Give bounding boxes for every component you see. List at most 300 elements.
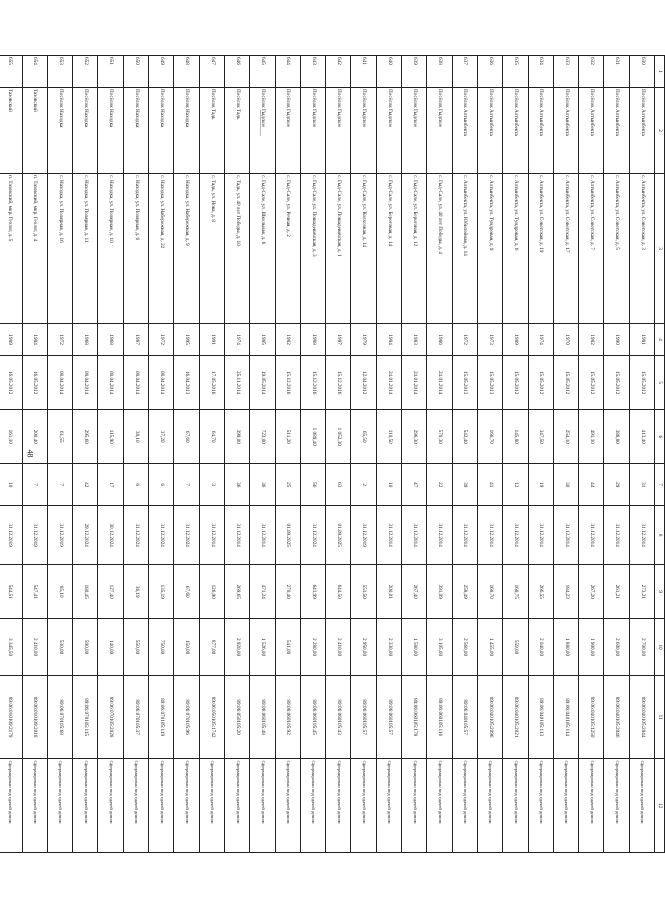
table-cell: 636	[477, 56, 502, 88]
table-cell: с. Алтынбекта, ул. Советская, д. 5	[604, 174, 629, 324]
table-cell: 1972	[452, 324, 477, 356]
table-cell: с. Алтынбекта, ул. Юбилейная, д. 14	[452, 174, 477, 324]
column-header: 10	[655, 619, 665, 676]
table-cell: 635	[503, 56, 528, 88]
table-cell: 1979	[351, 324, 376, 356]
table-row	[503, 56, 528, 853]
table-cell: 19	[528, 464, 553, 506]
table-cell: 67,60	[174, 565, 199, 619]
table-row	[604, 56, 629, 853]
table-cell: 31.12.2014	[199, 506, 224, 565]
table-cell: 1 052,30	[326, 410, 351, 464]
table-cell: 24.01.2014	[427, 356, 452, 410]
table-cell: 269,65	[224, 565, 249, 619]
table-cell: 1989	[503, 324, 528, 356]
table-cell: 632	[579, 56, 604, 88]
table-cell: 31.12.2014	[477, 506, 502, 565]
table-cell: 31.12.2024	[149, 506, 174, 565]
table-cell: 1981	[629, 324, 654, 356]
table-cell: 44	[579, 464, 604, 506]
table-cell: Сформирован под сдачей домом	[326, 759, 351, 853]
table-cell: Посёлок Тадь	[199, 87, 224, 173]
table-cell: 89:06:060105:116	[427, 675, 452, 759]
table-row	[553, 56, 578, 853]
table-cell: с. Алтынбекта, ул. Советская, д. 19	[528, 174, 553, 324]
table-cell: Сформирован под сдачей домом	[250, 759, 275, 853]
table-cell: 16.05.2012	[0, 356, 22, 410]
table-cell: 24.01.2014	[376, 356, 401, 410]
table-row	[528, 56, 553, 853]
table-cell: Посёлок Алтынбекта	[503, 87, 528, 173]
table-cell: 542,40	[452, 410, 477, 464]
table-row	[579, 56, 604, 853]
table-cell: 25.11.2014	[224, 356, 249, 410]
table-cell: 15.12.2016	[300, 356, 325, 410]
table-cell: 17.05.2016	[199, 356, 224, 410]
table-cell: с. Гыд-Сале, ул. Береговая, д. 12	[402, 174, 427, 324]
table-cell: Сформирован под сдачей домом	[351, 759, 376, 853]
table-cell: 31.12.2014	[250, 506, 275, 565]
table-cell: 89:06:060105:92	[275, 675, 300, 759]
table-cell: с. Находка, ул. Набережная, д. 22	[149, 174, 174, 324]
table-cell: 31.12.2014	[528, 506, 553, 565]
table-cell: Сформирован под сдачей домом	[579, 759, 604, 853]
table-cell: 1968	[73, 324, 98, 356]
table-cell: 15.12.2016	[326, 356, 351, 410]
table-row	[174, 56, 199, 853]
table-cell: 89:06:010109:2179	[0, 675, 22, 759]
table-cell: 19.05.2014	[250, 356, 275, 410]
table-cell: Сформирован под сдачей домом	[0, 759, 22, 853]
table-cell: 1 455,00	[477, 619, 502, 676]
column-header: 8	[655, 506, 665, 565]
table-cell: 645	[250, 56, 275, 88]
table-cell: 31.12.2014	[553, 506, 578, 565]
table-cell: 89:06:070105:2028	[98, 675, 123, 759]
table-cell: Посёлок Находка	[73, 87, 98, 173]
table-cell: 15.12.2016	[275, 356, 300, 410]
table-cell: 1970	[553, 324, 578, 356]
table-cell: 2 560,00	[452, 619, 477, 676]
table-cell: 637	[452, 56, 477, 88]
table-cell: 41	[477, 464, 502, 506]
column-header: 3	[655, 174, 665, 324]
table-cell: 08.04.2014	[98, 356, 123, 410]
table-cell: с. Алтынбекта, ул. Тундровая, д. 6	[503, 174, 528, 324]
table-cell: 2 330,00	[376, 619, 401, 676]
table-cell: Посёлок Алтынбекта	[553, 87, 578, 173]
table-cell: 6	[123, 464, 148, 506]
table-cell: 22	[427, 464, 452, 506]
table-cell: 399,00	[224, 410, 249, 464]
table-cell: п. Тазовский, мкр. Геолог, д. 4	[22, 174, 47, 324]
table-row	[98, 56, 123, 853]
table-cell: 653	[47, 56, 72, 88]
table-cell: 08.04.2014	[123, 356, 148, 410]
table-cell: п. Тазовский, мкр. Геолог, д. 5	[0, 174, 22, 324]
table-cell: 89:06:060105:45	[300, 675, 325, 759]
table-cell: 08.04.2014	[73, 356, 98, 410]
table-cell: Сформирован под сдачей домом	[149, 759, 174, 853]
table-cell: Посёлок Алтынбекта	[452, 87, 477, 173]
table-cell: 654	[22, 56, 47, 88]
table-cell: 168,70	[477, 565, 502, 619]
table-cell: 651	[98, 56, 123, 88]
table-cell: 1985	[250, 324, 275, 356]
table-cell: 3	[199, 464, 224, 506]
table-cell: 647	[199, 56, 224, 88]
table-cell: 145,80	[503, 410, 528, 464]
column-header: 2	[655, 87, 665, 173]
table-row	[376, 56, 401, 853]
table-cell: 391,09	[427, 565, 452, 619]
table-cell: 590,00	[73, 619, 98, 676]
table-cell: 61,55	[47, 410, 72, 464]
table-cell: 2 410,00	[326, 619, 351, 676]
table-cell: 261,21	[604, 565, 629, 619]
table-row	[22, 56, 47, 853]
table-cell: 266,55	[528, 565, 553, 619]
table-cell: 31.12.2024	[123, 506, 148, 565]
table-cell: 3 105,00	[427, 619, 452, 676]
table-cell: 25	[275, 464, 300, 506]
table-cell: 89:06:070105:119	[149, 675, 174, 759]
table-cell: Сформирован под сдачей домом	[528, 759, 553, 853]
table-cell: Посёлок Гыдское	[275, 87, 300, 173]
table-cell: 655	[0, 56, 22, 88]
table-cell: 641,99	[300, 565, 325, 619]
table-cell: с. Гыд-Сале, ул. Пошадевичская, д. 1	[326, 174, 351, 324]
table-row	[275, 56, 300, 853]
table-cell: с. Гыд-Сале, ул. Колхозная, д. 14	[351, 174, 376, 324]
table-cell: 10	[376, 464, 401, 506]
table-cell: 29.12.2024	[73, 506, 98, 565]
table-cell: с. Гыд-Сале, ул. Речная, д. 2	[275, 174, 300, 324]
column-header: 1	[655, 56, 665, 88]
table-cell: с. Находка, ул. Полярная, д. 16	[47, 174, 72, 324]
table-cell: 1972	[47, 324, 72, 356]
table-cell: Сформирован под сдачей домом	[477, 759, 502, 853]
table-cell: 37,20	[149, 410, 174, 464]
table-cell: Сформирован под сдачей домом	[47, 759, 72, 853]
table-cell: с. Тадь, ул. Нова, д. 8	[199, 174, 224, 324]
table-cell: 65,50	[351, 410, 376, 464]
table-cell: 639	[402, 56, 427, 88]
table-cell: 140,00	[98, 619, 123, 676]
table-cell: 89:06:050105:1742	[199, 675, 224, 759]
table-cell: Сформирован под сдачей домом	[123, 759, 148, 853]
table-cell: 184,23	[553, 565, 578, 619]
table-cell: 551,50	[351, 565, 376, 619]
table-cell: 115,90	[98, 410, 123, 464]
table-row	[47, 56, 72, 853]
table-cell: 31.12.2014	[452, 506, 477, 565]
table-cell: 559,00	[503, 619, 528, 676]
table-cell: 89:06:070105:68	[47, 675, 72, 759]
table-cell: 135,19	[149, 565, 174, 619]
table-cell: Сформирован под сдачей домом	[73, 759, 98, 853]
table-cell: 388,80	[604, 410, 629, 464]
table-cell: 31.12.2014	[376, 506, 401, 565]
table-cell: 1968	[98, 324, 123, 356]
table-cell: 1972	[149, 324, 174, 356]
table-row	[300, 56, 325, 853]
table-row	[199, 56, 224, 853]
table-cell: 15.05.2012	[604, 356, 629, 410]
table-cell: 31.12.2014	[402, 506, 427, 565]
table-cell: 08.04.2014	[47, 356, 72, 410]
table-cell: Посёлок Алтынбекта	[528, 87, 553, 173]
table-cell: 15.05.2012	[629, 356, 654, 410]
column-header: 12	[655, 759, 665, 853]
table-cell: 31	[629, 464, 654, 506]
table-cell: 150,00	[174, 619, 199, 676]
table-cell: 644	[275, 56, 300, 88]
table-cell: 258,49	[452, 565, 477, 619]
table-cell: 30.12.2024	[98, 506, 123, 565]
column-header: 7	[655, 464, 665, 506]
table-cell: с. Алтынбекта, ул. Советская, д. 3	[629, 174, 654, 324]
table-cell: 273,21	[629, 565, 654, 619]
table-cell: с. Находка, ул. Набережная, д. 9	[174, 174, 199, 324]
table-cell: 31.12.2024	[300, 506, 325, 565]
table-cell: 89:06:060105:57	[376, 675, 401, 759]
column-header: 11	[655, 675, 665, 759]
table-cell: 413,40	[629, 410, 654, 464]
table-cell: 01.09.2025	[275, 506, 300, 565]
table-cell: 17	[98, 464, 123, 506]
table-cell: 31.12.2014	[629, 506, 654, 565]
table-cell: 12	[503, 464, 528, 506]
table-cell: 270,40	[275, 565, 300, 619]
table-cell: 1990	[604, 324, 629, 356]
table-cell: 36	[224, 464, 249, 506]
table-cell: 2 600,00	[604, 619, 629, 676]
table-cell: Тазовский	[22, 87, 47, 173]
table-cell: 56	[300, 464, 325, 506]
table-cell: 2 950,00	[351, 619, 376, 676]
table-cell: 1984	[22, 324, 47, 356]
table-cell: 08.04.2014	[149, 356, 174, 410]
table-cell: 10	[0, 464, 22, 506]
table-cell: 89:06:070105:37	[123, 675, 148, 759]
table-cell: 642	[326, 56, 351, 88]
table-cell: 631	[604, 56, 629, 88]
table-cell: 644,50	[326, 565, 351, 619]
table-cell: 550,00	[123, 619, 148, 676]
table-cell: 1983	[402, 324, 427, 356]
table-cell: Сформирован под сдачей домом	[199, 759, 224, 853]
table-cell: 1 089,40	[300, 410, 325, 464]
table-cell: 89:06:040105:1250	[579, 675, 604, 759]
table-cell: с. Гыд-Сале, ул. Береговая, д. 14	[376, 174, 401, 324]
table-cell: 30	[553, 464, 578, 506]
table-cell: с. Находка, ул. Полярная, д. 11	[73, 174, 98, 324]
table-cell: Посёлок Находка	[123, 87, 148, 173]
table-cell: 544,51	[0, 565, 22, 619]
table-cell: 15.05.2012	[553, 356, 578, 410]
page-number: 48	[25, 449, 35, 458]
table-cell: Посёлок Гыдское	[326, 87, 351, 173]
table-cell: Сформирован под сдачей домом	[98, 759, 123, 853]
table-cell: 47	[402, 464, 427, 506]
table-row	[477, 56, 502, 853]
table-cell: Посёлок Алтынбекта	[477, 87, 502, 173]
table-cell: 491,10	[579, 410, 604, 464]
table-cell: Посёлок Гыдское	[402, 87, 427, 173]
table-cell: 1987	[326, 324, 351, 356]
table-cell: 649	[149, 56, 174, 88]
table-cell: 1988	[300, 324, 325, 356]
table-cell: Посёлок Алтынбекта	[579, 87, 604, 173]
table-row	[351, 56, 376, 853]
table-cell: с. Тадь, ул. 40 лет Победы, д. 10	[224, 174, 249, 324]
table-cell: Посёлок Гыдское	[376, 87, 401, 173]
data-table	[0, 55, 665, 853]
table-cell: с. Алтынбекта, ул. Советская, д. 7	[579, 174, 604, 324]
table-row	[250, 56, 275, 853]
table-cell: 89:06:040105:57	[452, 675, 477, 759]
table-cell: 89:06:060105:43	[326, 675, 351, 759]
table-cell: 2 700,00	[629, 619, 654, 676]
table-cell: 31.12.2019	[47, 506, 72, 565]
table-cell: 89:06:010109:2018	[22, 675, 47, 759]
column-header: 5	[655, 356, 665, 410]
table-cell: 200,01	[376, 565, 401, 619]
table-cell: 2	[351, 464, 376, 506]
table-cell: 570,30	[427, 410, 452, 464]
table-cell: 31.12.2019	[351, 506, 376, 565]
table-cell: 723,00	[250, 410, 275, 464]
table-cell: 31.12.2014	[427, 506, 452, 565]
table-cell: 15.05.2012	[503, 356, 528, 410]
table-cell: 38,10	[123, 410, 148, 464]
table-row	[149, 56, 174, 853]
table-cell: Посёлок Гыдское	[351, 87, 376, 173]
table-cell: 347,50	[528, 410, 553, 464]
table-row	[0, 56, 22, 853]
table-cell: 641	[351, 56, 376, 88]
table-cell: Тазовский	[0, 87, 22, 173]
table-cell: Сформирован под сдачей домом	[452, 759, 477, 853]
table-cell: с. Гыд-Сале, ул. Пошадевичская, д. 3	[300, 174, 325, 324]
table-cell: 1 526,00	[250, 619, 275, 676]
table-cell: 15.05.2012	[528, 356, 553, 410]
table-cell: с. Алтынбекта, ул. Тундровая, д. 9	[477, 174, 502, 324]
table-cell: 89:06:070105:96	[174, 675, 199, 759]
table-cell: 1991	[199, 324, 224, 356]
table-cell: 648	[174, 56, 199, 88]
table-cell: Сформирован под сдачей домом	[300, 759, 325, 853]
table-cell: 638	[427, 56, 452, 88]
table-cell: 89:06:040105:113	[528, 675, 553, 759]
table-cell: 01.09.2025	[326, 506, 351, 565]
table-row	[402, 56, 427, 853]
table-cell: 36,19	[123, 565, 148, 619]
table-cell: Посёлок Находка	[98, 87, 123, 173]
table-cell: Сформирован под сдачей домом	[604, 759, 629, 853]
table-row	[452, 56, 477, 853]
table-cell: 161,10	[0, 410, 22, 464]
table-cell: 295,60	[73, 410, 98, 464]
table-cell: 1987	[123, 324, 148, 356]
table-cell: 31.12.2014	[604, 506, 629, 565]
table-cell: 89:06:070105:115	[73, 675, 98, 759]
table-cell: 63	[326, 464, 351, 506]
table-cell: 31.12.2014	[579, 506, 604, 565]
table-cell: Посёлок Тадь	[224, 87, 249, 173]
table-cell: 89:06:060105:178	[402, 675, 427, 759]
table-cell: Посёлок Находка	[47, 87, 72, 173]
table-cell: Сформирован под сдачей домом	[22, 759, 47, 853]
table-cell: Сформирован под сдачей домом	[376, 759, 401, 853]
table-cell: 2 920,00	[224, 619, 249, 676]
table-cell: 267,20	[579, 565, 604, 619]
table-cell: 1995	[174, 324, 199, 356]
table-cell: 1982	[579, 324, 604, 356]
table-cell: 127,40	[98, 565, 123, 619]
table-cell: 3 345,50	[0, 619, 22, 676]
table-cell: 67,60	[174, 410, 199, 464]
table-row	[326, 56, 351, 853]
table-cell: 36	[250, 464, 275, 506]
table-cell: 64,70	[199, 410, 224, 464]
table-cell: 1 880,00	[553, 619, 578, 676]
table-cell: 89:06:040105:2096	[477, 675, 502, 759]
table-cell: 643	[300, 56, 325, 88]
table-cell: 1982	[275, 324, 300, 356]
table-cell: 1984	[376, 324, 401, 356]
table-cell: с. Находка, ул. Полярная, д. 10	[98, 174, 123, 324]
header-row	[655, 56, 665, 853]
table-body	[0, 56, 655, 853]
table-cell: Сформирован под сдачей домом	[174, 759, 199, 853]
table-cell: 110,50	[376, 410, 401, 464]
table-cell: с. Гыд-Сале, ул. Школьная, д. 6	[250, 174, 275, 324]
table-row	[123, 56, 148, 853]
table-cell: Посёлок Гыдское	[300, 87, 325, 173]
table-cell: 877,00	[199, 619, 224, 676]
table-cell: Посёлок Гыдское	[250, 87, 275, 173]
table-cell: 16.05.2012	[22, 356, 47, 410]
table-cell: 89:06:040105:2021	[503, 675, 528, 759]
table-cell: 85,10	[47, 565, 72, 619]
table-cell: 750,00	[149, 619, 174, 676]
table-cell: Посёлок Алтынбекта	[604, 87, 629, 173]
table-cell: 298,30	[402, 410, 427, 464]
table-cell: 1 900,00	[579, 619, 604, 676]
table-cell: Сформирован под сдачей домом	[427, 759, 452, 853]
table-cell: 471,24	[250, 565, 275, 619]
table-cell: 168,70	[477, 410, 502, 464]
table-cell: 24.01.2014	[402, 356, 427, 410]
table-cell: 1989	[0, 324, 22, 356]
table-cell: 1 580,00	[402, 619, 427, 676]
table-cell: 29	[604, 464, 629, 506]
table-cell: 267,40	[402, 565, 427, 619]
table-cell: 15.05.2012	[579, 356, 604, 410]
table-cell: 254,10	[553, 410, 578, 464]
table-cell: 652	[73, 56, 98, 88]
table-cell: 530,00	[47, 619, 72, 676]
table-cell: 15.05.2013	[477, 356, 502, 410]
table-cell: 15.05.2013	[452, 356, 477, 410]
table-cell: 31.12.2024	[174, 506, 199, 565]
table-cell: 6	[149, 464, 174, 506]
table-cell: 2 040,00	[528, 619, 553, 676]
table-cell: 89:06:040105:2046	[604, 675, 629, 759]
table-cell: Сформирован под сдачей домом	[224, 759, 249, 853]
